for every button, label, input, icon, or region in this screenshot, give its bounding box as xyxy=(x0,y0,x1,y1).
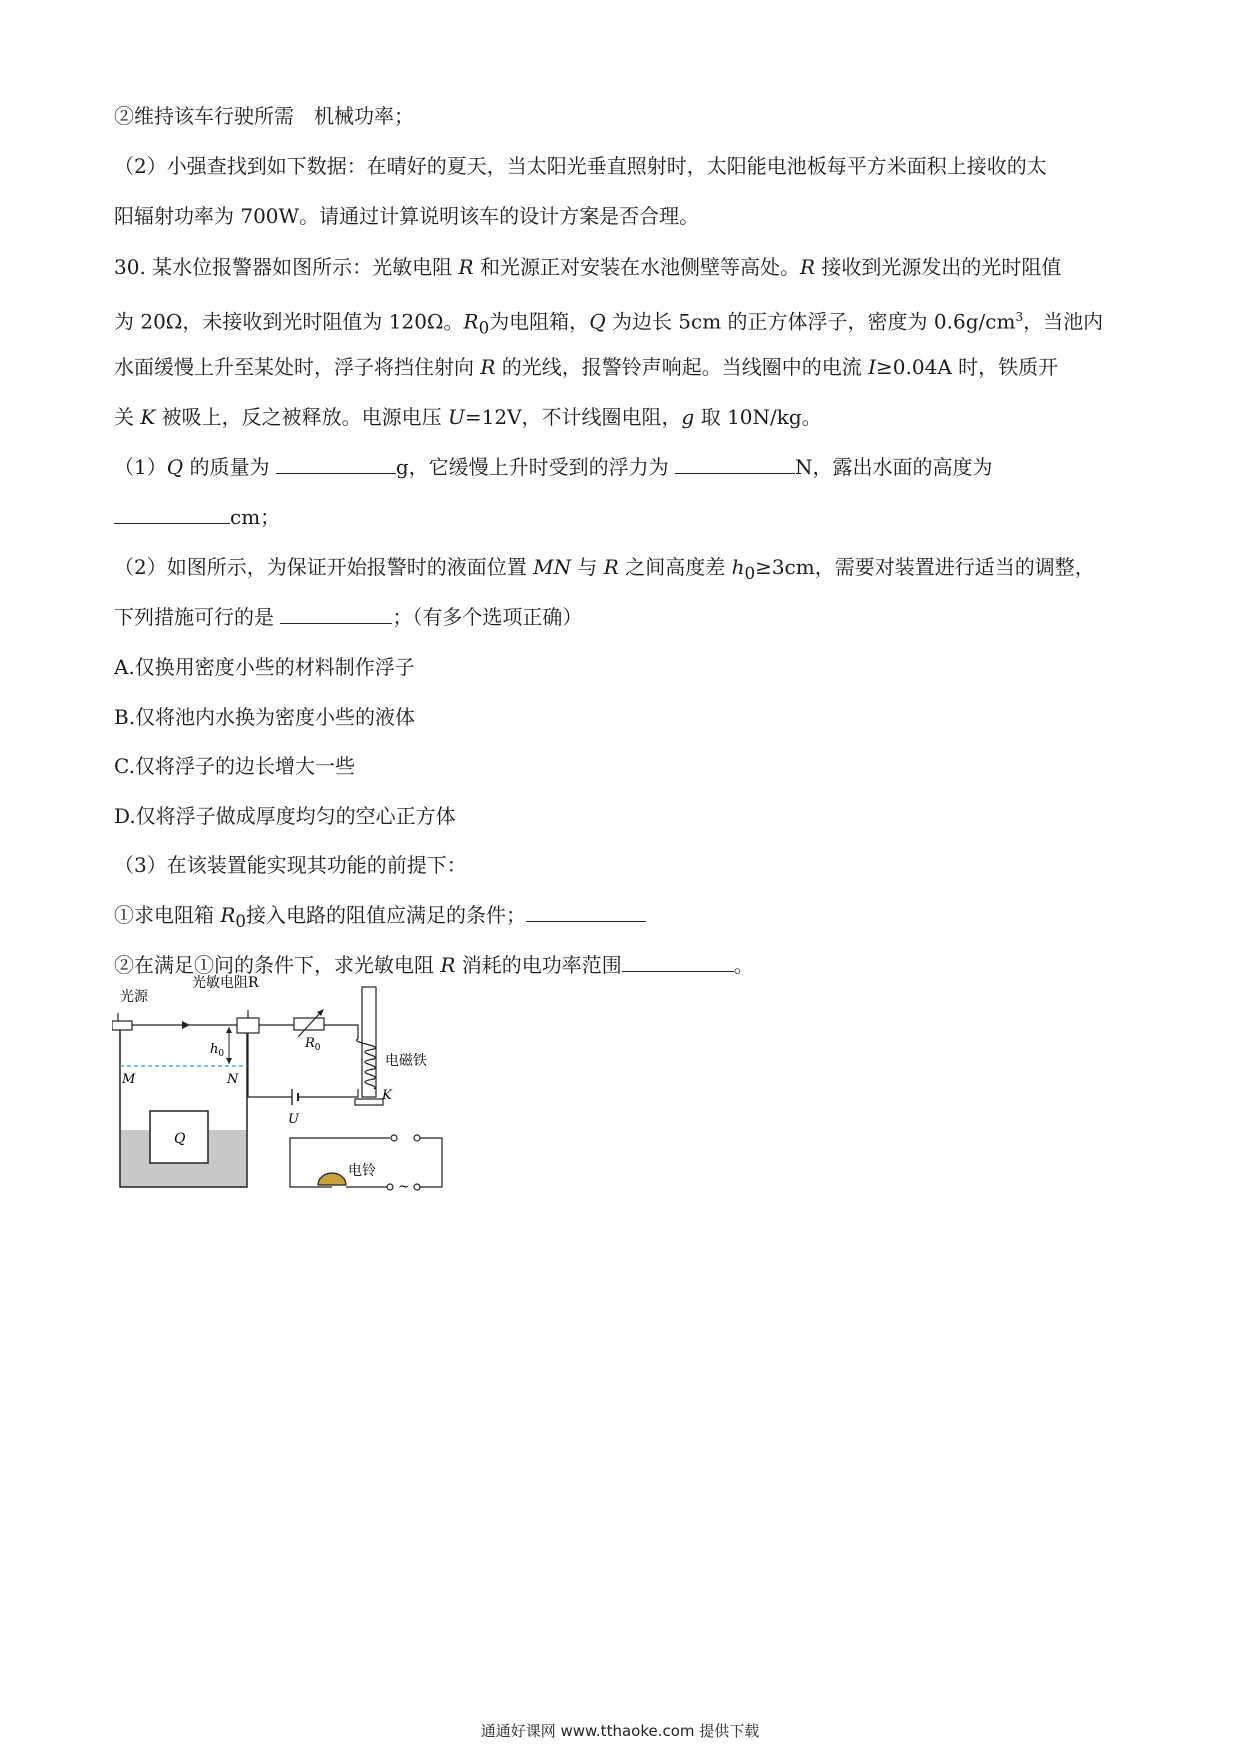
question-30-stem: 30. 某水位报警器如图所示：光敏电阻 R 和光源正对安装在水池侧壁等高处。R 接收到光源发出的光时阻值 xyxy=(114,255,1062,279)
answer-blank[interactable] xyxy=(526,901,646,922)
text-line: （2）小强查找到如下数据：在晴好的夏天，当太阳光垂直照射时，太阳能电池板每平方米面积上接收的太 xyxy=(114,154,1047,178)
electromagnet-label: 电磁铁 xyxy=(385,1053,427,1069)
answer-blank[interactable] xyxy=(675,453,795,474)
resistor-box-r0 xyxy=(294,1018,324,1030)
text-line: 阳辐射功率为 700W。请通过计算说明该车的设计方案是否合理。 xyxy=(114,204,700,228)
photoresistor xyxy=(237,1018,259,1033)
water-level-alarm-figure xyxy=(112,975,502,1205)
text-line: 关 K 被吸上，反之被释放。电源电压 U=12V，不计线圈电阻，g 取 10N/kg。 xyxy=(114,405,822,429)
circuit-diagram xyxy=(112,975,502,1205)
option-d: D.仅将浮子做成厚度均匀的空心正方体 xyxy=(114,804,456,828)
option-b: B.仅将池内水换为密度小些的液体 xyxy=(114,705,416,729)
text-line: ②维持该车行驶所需 机械功率； xyxy=(114,104,414,128)
subquestion-1: （1）Q 的质量为 g，它缓慢上升时受到的浮力为 N，露出水面的高度为 xyxy=(114,455,993,479)
bell-label: 电铃 xyxy=(348,1163,376,1179)
ray-arrow xyxy=(182,1021,190,1029)
text-line: 水面缓慢上升至某处时，浮子将挡住射向 R 的光线，报警铃声响起。当线圈中的电流 I≥0.04A 时，铁质开 xyxy=(114,355,1059,379)
switch-k xyxy=(355,1099,383,1105)
text-line: ①求电阻箱 $R_0$接入电路的阻值应满足的条件； xyxy=(114,901,646,936)
text-line: 下列措施可行的是 ；（有多个选项正确） xyxy=(114,605,583,629)
label-m: M xyxy=(122,1072,136,1087)
text-line: 为 20Ω，未接收到光时阻值为 120Ω。$R_0$为电阻箱，Q 为边长 5cm 的正方体浮子，密度为 $0.6g/cm^3$，当池内 xyxy=(114,309,1104,338)
h0-label: $h_0$ xyxy=(210,1042,225,1059)
bell xyxy=(318,1173,346,1185)
option-c: C.仅将浮子的边长增大一些 xyxy=(114,754,355,778)
answer-blank[interactable] xyxy=(622,951,734,972)
text-line: cm； xyxy=(114,503,280,531)
answer-blank[interactable] xyxy=(114,503,230,524)
page-footer: 通通好课网 www.tthaoke.com 提供下载 xyxy=(480,1722,760,1740)
light-source xyxy=(112,1021,132,1030)
text-line: ②在满足①问的条件下，求光敏电阻 R 消耗的电功率范围 。 xyxy=(114,953,754,977)
subquestion-2: （2）如图所示，为保证开始报警时的液面位置 MN 与 R 之间高度差 $h_0\ge 3cm$，需要对装置进行适当的调整， xyxy=(114,555,1095,583)
option-a: A.仅换用密度小些的材料制作浮子 xyxy=(114,655,415,679)
float-q-label: Q xyxy=(174,1131,186,1147)
photoresistor-label: 光敏电阻R xyxy=(192,975,259,991)
label-n: N xyxy=(227,1072,239,1087)
answer-blank[interactable] xyxy=(280,603,392,624)
r0-label: $R_0$ xyxy=(305,1036,321,1053)
answer-blank[interactable] xyxy=(276,453,396,474)
ac-source-label: ~ xyxy=(398,1179,410,1195)
light-source-label: 光源 xyxy=(120,989,148,1005)
switch-k-label: K xyxy=(382,1088,392,1103)
battery-label: U xyxy=(288,1112,299,1127)
subquestion-3: （3）在该装置能实现其功能的前提下： xyxy=(114,853,467,877)
